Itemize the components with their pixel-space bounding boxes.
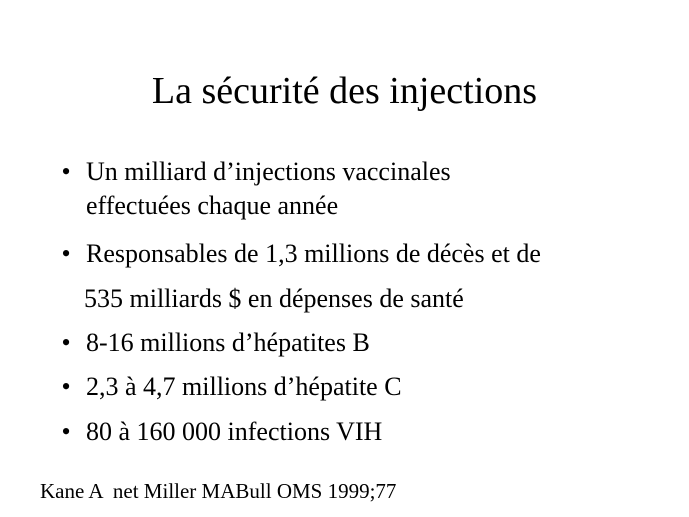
bullet-dot-icon: • xyxy=(61,417,71,446)
bullet-dot-icon: • xyxy=(61,157,71,186)
continuation-text: 535 milliards $ en dépenses de santé xyxy=(84,284,464,313)
bullet-text: Un milliard d’injections vaccinales xyxy=(86,157,451,186)
slide-title: La sécurité des injections xyxy=(151,70,538,112)
bullet-dot-icon: • xyxy=(61,328,71,357)
bullet-dot-icon: • xyxy=(61,239,71,268)
bullet-text: effectuées chaque année xyxy=(86,191,339,220)
citation: Kane A net Miller MABull OMS 1999;77 xyxy=(40,479,397,503)
bullet-dot-icon: • xyxy=(61,372,71,401)
bullet-text: 8-16 millions d’hépatites B xyxy=(86,328,370,357)
bullet-text: 2,3 à 4,7 millions d’hépatite C xyxy=(86,372,402,401)
bullet-text: 80 à 160 000 infections VIH xyxy=(86,417,383,446)
bullet-text: Responsables de 1,3 millions de décès et de xyxy=(86,239,541,268)
